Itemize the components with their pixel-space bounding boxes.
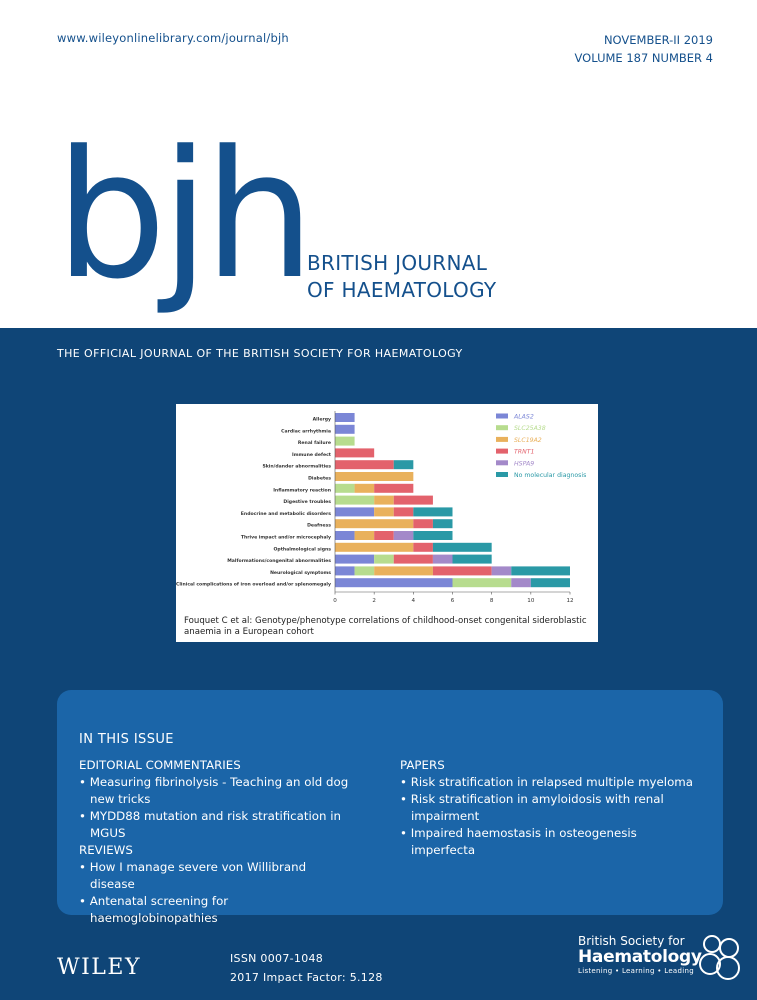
- bar-segment: [335, 460, 394, 469]
- society-name-line1: British Society for: [578, 934, 685, 948]
- bar-segment: [355, 531, 375, 540]
- bar-segment: [335, 472, 413, 481]
- bar-segment: [453, 578, 512, 587]
- bar-segment: [335, 413, 355, 422]
- bar-segment: [335, 519, 413, 528]
- society-tagline: THE OFFICIAL JOURNAL OF THE BRITISH SOCIETY FOR HAEMATOLOGY: [57, 347, 463, 360]
- journal-title-line1: BRITISH JOURNAL: [307, 251, 488, 275]
- category-label: Cardiac arrhythmia: [281, 429, 331, 435]
- bar-segment: [413, 519, 433, 528]
- bar-segment: [433, 543, 492, 552]
- right-column: [400, 757, 700, 859]
- bar-segment: [531, 578, 570, 587]
- issn: ISSN 0007-1048: [230, 952, 324, 965]
- bar-segment: [394, 496, 433, 505]
- category-label: Clinical complications of iron overload and/or splenomegaly: [176, 582, 331, 588]
- legend-label: HSPA9: [514, 460, 535, 468]
- papers-heading: PAPERS: [400, 758, 445, 772]
- list-item: • Measuring fibrinolysis - Teaching an old dog new tricks: [79, 775, 349, 806]
- bar-segment: [335, 555, 374, 564]
- list-item: • Risk stratification in relapsed multiple myeloma: [400, 775, 694, 789]
- bar-segment: [355, 566, 375, 575]
- x-tick-label: 0: [333, 598, 337, 604]
- list-item: • Impaired haemostasis in osteogenesis imperfecta: [400, 826, 637, 857]
- bar-segment: [511, 578, 531, 587]
- x-tick-label: 4: [411, 598, 416, 604]
- category-label: Immune defect: [292, 452, 331, 458]
- journal-title-line2: OF HAEMATOLOGY: [307, 278, 497, 302]
- x-tick-label: 10: [527, 598, 535, 604]
- issn-block: [230, 949, 383, 987]
- journal-logo-mark: bjh: [55, 113, 310, 318]
- bar-segment: [433, 566, 492, 575]
- bar-segment: [433, 555, 453, 564]
- bar-segment: [413, 531, 452, 540]
- society-name-line2: Haematology: [578, 947, 702, 967]
- x-tick-label: 6: [450, 598, 455, 604]
- journal-url: www.wileyonlinelibrary.com/journal/bjh: [57, 31, 289, 45]
- publisher-logo: WILEY: [57, 955, 141, 980]
- bar-segment: [374, 496, 394, 505]
- legend-swatch: [496, 472, 508, 477]
- legend-label: SLC19A2: [514, 436, 542, 444]
- category-label: Thrive impact and/or microcephaly: [240, 535, 331, 541]
- legend-swatch: [496, 460, 508, 465]
- category-label: Deafness: [307, 523, 331, 529]
- category-label: Endocrine and metabolic disorders: [240, 511, 331, 517]
- society-logo: [578, 934, 702, 976]
- society-motto: Listening • Learning • Leading: [578, 967, 694, 975]
- bar-segment: [335, 425, 355, 434]
- volume-number: VOLUME 187 NUMBER 4: [574, 51, 713, 65]
- bar-segment: [374, 555, 394, 564]
- legend-swatch: [496, 449, 508, 454]
- bar-segment: [374, 566, 433, 575]
- impact-factor: 2017 Impact Factor: 5.128: [230, 971, 383, 984]
- bar-segment: [335, 531, 355, 540]
- society-circles-icon: [698, 934, 744, 982]
- bar-segment: [335, 448, 374, 457]
- list-item: • How I manage severe von Willibrand disease: [79, 860, 307, 891]
- bar-segment: [335, 507, 374, 516]
- category-label: Allergy: [312, 417, 331, 423]
- in-this-issue-heading: IN THIS ISSUE: [79, 732, 174, 747]
- bar-segment: [413, 543, 433, 552]
- cover-figure: [176, 404, 598, 642]
- legend-label: ALAS2: [514, 413, 534, 421]
- bar-segment: [453, 555, 492, 564]
- stacked-bar-chart: [176, 404, 598, 614]
- bar-segment: [394, 531, 414, 540]
- list-item: • Risk stratification in amyloidosis with renal impairment: [400, 792, 664, 823]
- category-label: Inflammatory reaction: [273, 488, 331, 494]
- bar-segment: [335, 543, 413, 552]
- category-label: Neurological symptoms: [270, 570, 331, 576]
- bar-segment: [394, 555, 433, 564]
- category-label: Digestive troubles: [283, 500, 331, 506]
- x-tick-label: 12: [566, 598, 574, 604]
- category-label: Skin/dander abnormalities: [262, 464, 331, 470]
- bar-segment: [335, 566, 355, 575]
- bar-segment: [374, 531, 394, 540]
- bar-segment: [335, 484, 355, 493]
- list-item: • MYDD88 mutation and risk stratification in MGUS: [79, 809, 341, 840]
- issue-date: NOVEMBER-II 2019: [603, 33, 713, 47]
- bar-segment: [335, 437, 355, 446]
- legend-label: No molecular diagnosis: [514, 472, 587, 479]
- bar-segment: [335, 496, 374, 505]
- legend-swatch: [496, 414, 508, 419]
- x-tick-label: 8: [489, 598, 494, 604]
- bar-segment: [335, 578, 453, 587]
- category-label: Renal failure: [297, 441, 331, 447]
- left-column: [79, 757, 354, 927]
- issue-info: [575, 31, 713, 67]
- legend-label: SLC25A38: [514, 425, 546, 433]
- editorial-heading: EDITORIAL COMMENTARIES: [79, 758, 241, 772]
- category-label: Diabetes: [308, 476, 331, 482]
- category-label: Opthalmological signs: [273, 547, 331, 553]
- figure-caption: Fouquet C et al: Genotype/phenotype correlations of childhood-onset congenital sideroblastic anaemia in a European cohort: [184, 616, 587, 637]
- bar-segment: [511, 566, 570, 575]
- reviews-heading: REVIEWS: [79, 843, 133, 857]
- category-label: Malformations/congenital abnormalities: [227, 559, 331, 565]
- bar-segment: [394, 460, 414, 469]
- journal-title: [307, 250, 496, 304]
- legend-swatch: [496, 437, 508, 442]
- x-tick-label: 2: [372, 598, 376, 604]
- legend-swatch: [496, 425, 508, 430]
- bar-segment: [394, 507, 414, 516]
- list-item: • Antenatal screening for haemoglobinopathies: [79, 894, 229, 925]
- in-this-issue-panel: [57, 690, 723, 925]
- bar-segment: [413, 507, 452, 516]
- bar-segment: [374, 507, 394, 516]
- bar-segment: [355, 484, 375, 493]
- bar-segment: [433, 519, 453, 528]
- bar-segment: [492, 566, 512, 575]
- legend-label: TRNT1: [514, 448, 535, 456]
- bar-segment: [374, 484, 413, 493]
